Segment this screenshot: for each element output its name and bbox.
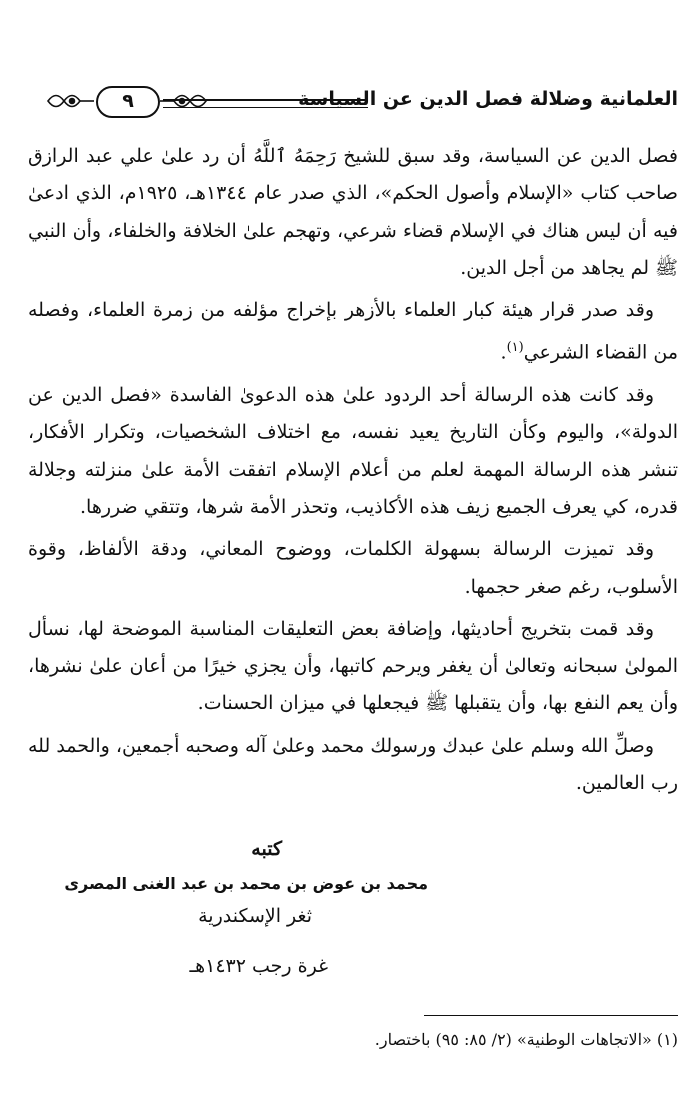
paragraph-6: وصلِّ الله وسلم علىٰ عبدك ورسولك محمد وعلىٰ آله وصحبه أجمعين، والحمد لله رب العالمين.	[28, 734, 678, 795]
signature-heading: كتبه	[251, 838, 282, 860]
body-text	[28, 138, 678, 807]
footnote-ref[interactable]: (١)	[506, 340, 524, 356]
page-number: ٩	[96, 86, 160, 118]
right-ornament-icon	[158, 86, 208, 116]
header-title: العلمانية وضلالة فصل الدين عن السياسة	[298, 88, 678, 110]
signature-name: محمد بن عوض بن محمد بن عبد الغنى المصرى	[64, 874, 428, 893]
signature-place: ثغر الإسكندرية	[198, 905, 312, 927]
footnote: (١) «الاتجاهات الوطنية» (٢/ ٨٥: ٩٥) باختصار.	[374, 1030, 678, 1049]
paragraph-5: وقد قمت بتخريج أحاديثها، وإضافة بعض التعليقات المناسبة الموضحة لها، نسأل المولىٰ سبحانه وتعالىٰ أن يغفر ويرحم كاتبها، وأن يجزي خيرًا من أعان علىٰ نشرها، وأن يعم النفع بها، وأن يتقبلها ﷺ فيجعلها في ميزان الحسنات.	[28, 617, 678, 715]
left-ornament-icon	[46, 86, 96, 116]
paragraph-2: وقد صدر قرار هيئة كبار العلماء بالأزهر بإخراج مؤلفه من زمرة العلماء، وفصله من القضاء الشرعي$^{(١)}$.	[28, 299, 678, 364]
paragraph-3: وقد كانت هذه الرسالة أحد الردود علىٰ هذه الدعوىٰ الفاسدة «فصل الدين عن الدولة»، واليوم وكأن التاريخ يعيد نفسه، مع اختلاف الشخصيات، وتكرار الأفكار، تنشر هذه الرسالة المهمة لعلم من أعلام الإسلام اتفقت الأمة علىٰ منزلته وجلالة قدره، كي يعرف الجميع زيف هذه الأكاذيب، وتحذر الأمة شرها، وتتقي ضررها.	[28, 384, 678, 518]
paragraph-1: فصل الدين عن السياسة، وقد سبق للشيخ رَحِمَهُ ٱللَّهُ أن رد علىٰ علي عبد الرازق صاحب كتاب «الإسلام وأصول الحكم»، الذي صدر عام ١٣٤٤هـ، ١٩٢٥م، الذي ادعىٰ فيه أن ليس هناك في الإسلام قضاء شرعي، وتهجم علىٰ الخلافة والخلفاء، وأن النبي ﷺ لم يجاهد من أجل الدين.	[28, 145, 678, 279]
running-header	[18, 86, 678, 120]
footnote-divider	[424, 1015, 678, 1016]
signature-date: غرة رجب ١٤٣٢هـ	[189, 955, 328, 977]
paragraph-4: وقد تميزت الرسالة بسهولة الكلمات، ووضوح المعاني، ودقة الألفاظ، وقوة الأسلوب، رغم صغر حجمها.	[28, 538, 678, 598]
